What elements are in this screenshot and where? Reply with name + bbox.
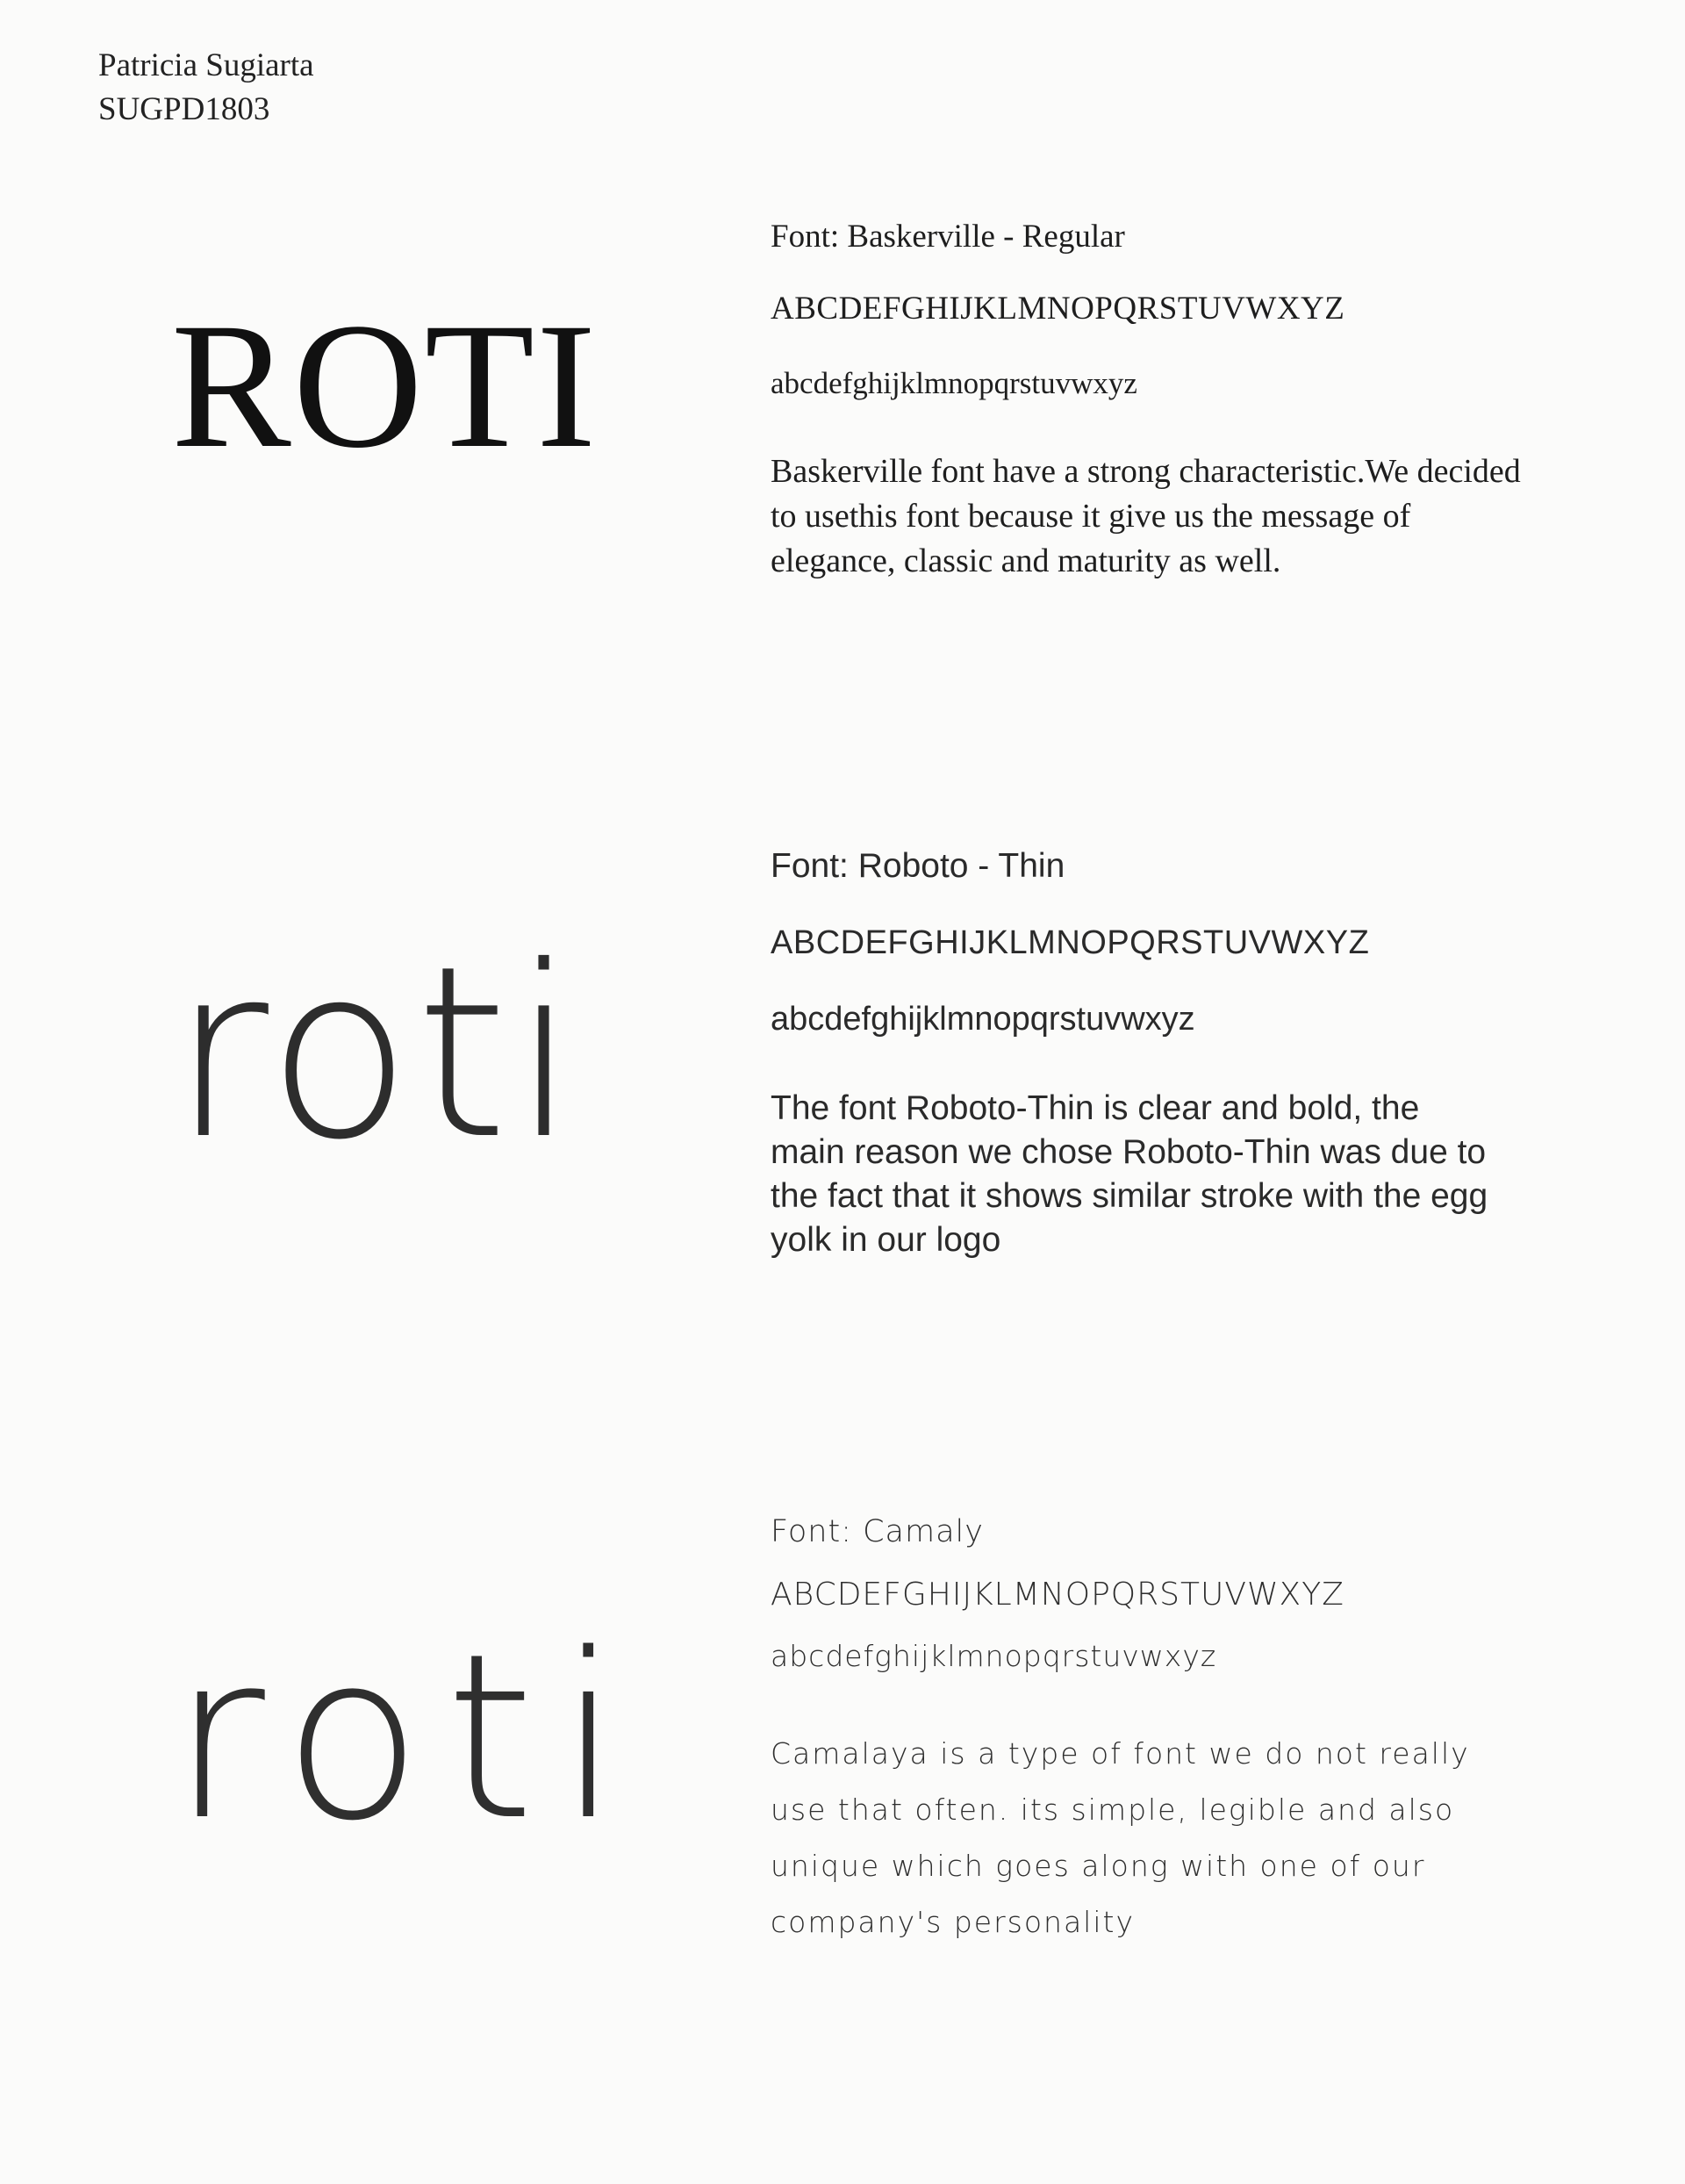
author-info: [98, 44, 314, 132]
uppercase-sample: ABCDEFGHIJKLMNOPQRSTUVWXYZ: [771, 1577, 1344, 1613]
author-id: SUGPD1803: [98, 91, 270, 127]
font-name: Font: Camaly: [771, 1514, 984, 1549]
font-description: Baskerville font have a strong characteristic.We decided to usethis font because it give us the message of elegance, classic and maturity as well.: [771, 453, 1521, 579]
font-description: The font Roboto-Thin is clear and bold, the main reason we chose Roboto-Thin was due to the fact that it shows similar stroke with the egg yolk in our logo: [771, 1089, 1488, 1259]
lowercase-sample: abcdefghijklmnopqrstuvwxyz: [771, 1001, 1195, 1038]
uppercase-sample: ABCDEFGHIJKLMNOPQRSTUVWXYZ: [771, 924, 1370, 961]
logo-roboto-thin: roti: [171, 915, 582, 1191]
font-name: Font: Baskerville - Regular: [771, 219, 1125, 255]
font-description: Camalaya is a type of font we do not really use that often. its simple, legible and also unique which goes along with one of our company's personality: [771, 1736, 1470, 1939]
lowercase-sample: abcdefghijklmnopqrstuvwxyz: [771, 366, 1137, 400]
logo-baskerville: ROTI: [171, 286, 599, 485]
font-name: Font: Roboto - Thin: [771, 847, 1065, 885]
uppercase-sample: ABCDEFGHIJKLMNOPQRSTUVWXYZ: [771, 291, 1345, 327]
logo-camaly: roti: [171, 1606, 644, 1871]
font-spec-baskerville: [771, 215, 1648, 584]
font-spec-roboto: [771, 843, 1648, 1262]
author-name: Patricia Sugiarta: [98, 47, 314, 83]
lowercase-sample: abcdefghijklmnopqrstuvwxyz: [771, 1639, 1217, 1673]
font-spec-camaly: [771, 1508, 1648, 1951]
